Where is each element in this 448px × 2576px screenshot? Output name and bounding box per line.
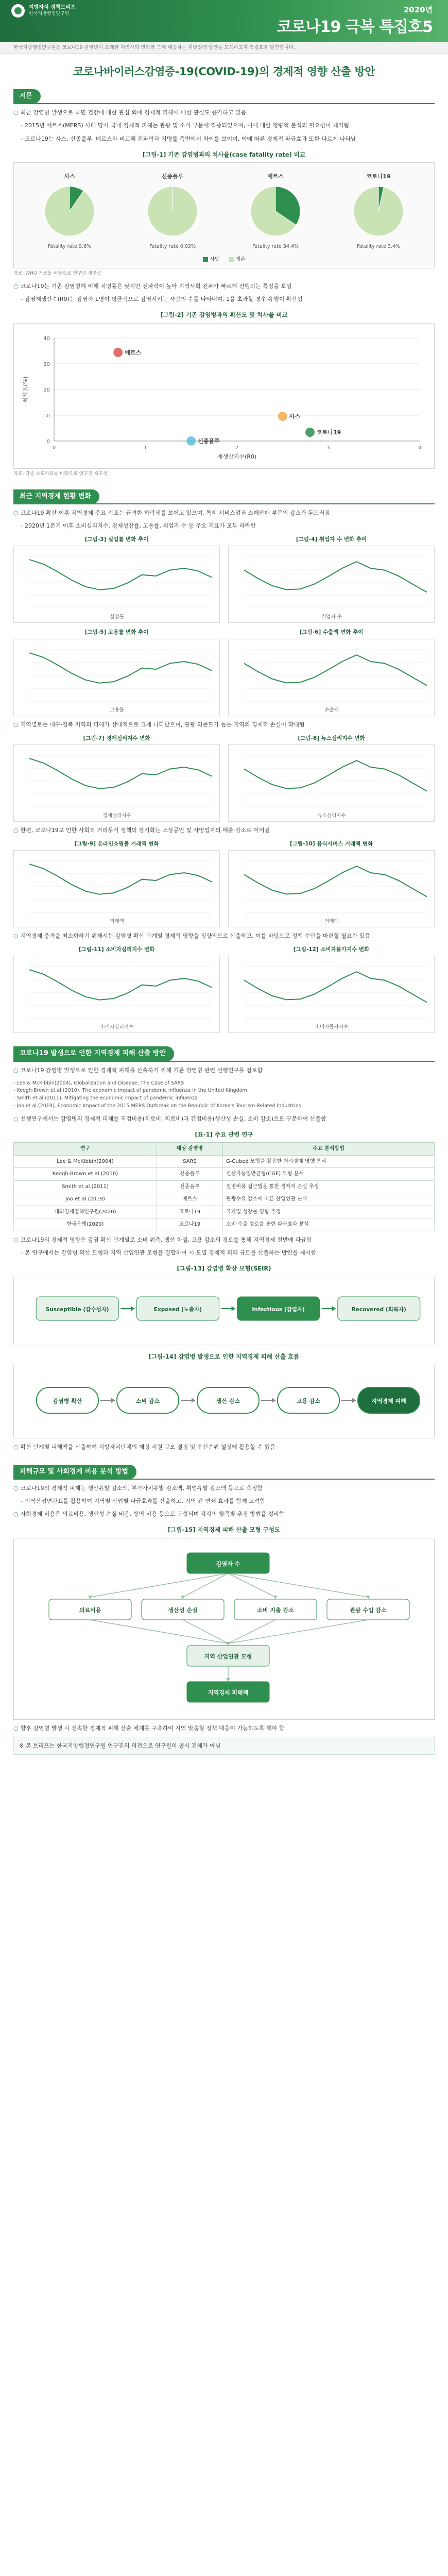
table-cell: 소비·수출 경로를 통한 파급효과 분석 [223,1218,435,1231]
paragraph: 본 연구에서는 감염병 확산 모형과 지역 산업연관 모형을 결합하여 시·도별 경제적 피해 규모를 산출하는 방안을 제시함 [24,1249,316,1256]
scatter-chart [18,328,438,462]
brand-name: 지방자치 정책브리프 [29,5,76,11]
section-method: 코로나19 발생으로 인한 지역경제 피해 산출 방안 ○ 코로나19 감염병 발생으로 인한 경제적 피해를 산출하기 위해 기존 감염병 관련 선행연구를 검토함 - Lee & McKibbin(2004), Globalization and Disease: The Case of SARS - Keogh-Brown et al.(2010), The economic impact of pandemic influenza in the United Kingdom - Smith et al.(2011), Mitigating the economic impact of pandemic influenza - Joo et al.(2019), Economic Impact of the 2015 MERS Outbreak on the Republic of Korea's Tourism-Related Industries ○ 선행연구에서는 감염병의 경제적 피해를 직접비용(치료비, 의료비)과 간접비용(생산성 손실, 소비 감소)으로 구분하여 산출함 [표-1] 주요 관련 연구 연구 대상 감염병 주요 분석방법 Lee & McKibbin(2004) SARS G-Cubed 모형을 활용한 거시경제 영향 분석 Keogh-Brown et al.(2010) 신종플루 연산가능일반균형(CGE) 모형 분석 Smith et al.(2011) 신종플루 질병비용 접근법을 통한 경제적 손실 추정 Joo et al.(2019) 메르스 관광수요 감소에 따른 산업연관 분석 대외경제정책연구원(2020) 코로나19 국가별 성장률 영향 추정 한국은행(2020) 코로나19 소비·수출 경로를 통한 파급효과 분석 ○ 코로나19의 경제적 영향은 감염 확산 단계별로 소비 위축, 생산 차질, 고용 감소의 경로를 통해 지역경제 전반에 파급됨 - 본 연구에서는 감염병 확산 모형과 지역 산업연관 모형을 결합하여 시·도별 경제적 피해 규모를 산출하는 방안을 제시함 [그림-13] 감염병 확산 모형(SEIR) Susceptible (감수성자) Exposed (노출자) Infectious (감염자) Recovered (회복자) [그림-14] 감염병 발생으로 인한 지역경제 피해 산출 흐름 감염병 확산 소비 감소 생산 감소 고용 감소 지역경제 피해 ○ 확산 단계별 피해액을 산출하여 지방자치단체의 재정 지원 규모 결정 및 우선순위 설정에 활용할 수 있음 [13,1046,435,1451]
brand [11,4,75,18]
arrow-head [352,1398,356,1403]
series-line [29,653,212,683]
connector [90,1620,228,1643]
model-diagram [18,1543,438,1713]
model-node-label: 감염자 수 [216,1560,240,1567]
y-tick-label: 0 [46,438,50,445]
line-chart [14,639,219,716]
pie-title: 코로나19 [366,173,391,180]
y-tick-label: 20 [43,387,50,393]
arrow-head [332,1306,336,1311]
mini-chart [228,530,435,623]
paragraph: 2015년 메르스(MERS) 사태 당시 국내 경제적 피해는 관광 및 소비 부문에 집중되었으며, 이에 대한 정량적 분석의 필요성이 제기됨 [24,122,349,129]
x-tick-label: 1 [144,445,147,451]
table-row [14,1193,435,1206]
paragraph: 코로나19의 경제적 피해는 생산유발 감소액, 부가가치유발 감소액, 취업유발 감소액 등으로 측정함 [20,1484,263,1492]
header [0,0,448,42]
pie-chart [23,172,116,251]
paragraph: 확산 단계별 피해액을 산출하여 지방자치단체의 재정 지원 규모 결정 및 우선순위 설정에 활용할 수 있음 [20,1443,275,1450]
arrow-head [273,1596,278,1599]
series-name: 뉴스심리지수 [317,812,346,819]
y-tick-label: 10 [43,413,50,419]
model-node-label: 생산성 손실 [168,1606,198,1614]
brand-org: 한국지방행정연구원 [29,11,70,16]
model-node-label: 관광 수입 감소 [350,1606,387,1614]
paragraph: 향후 감염병 발생 시 신속한 경제적 피해 산출 체계를 구축하여 지역 맞춤형 정책 대응이 가능하도록 해야 함 [20,1724,285,1732]
chart-title: [그림-5] 고용률 변화 추이 [84,629,149,636]
arrow-head [192,1398,195,1403]
chart-title: [그림-8] 뉴스심리지수 변화 [298,735,365,741]
document-title: 코로나바이러스감염증-19(COVID-19)의 경제적 영향 산출 방안 [73,65,375,78]
connector [90,1573,228,1597]
x-tick-label: 3 [326,445,330,451]
paragraph: 지역경제 충격을 최소화하기 위해서는 감염병 확산 단계별 경제적 영향을 정량적으로 산출하고, 이를 바탕으로 정책 수단을 마련할 필요가 있음 [20,933,370,940]
seir-figure [13,1277,435,1345]
scatter-point [278,412,287,421]
table-row [14,1155,435,1168]
series-name: 취업자 수 [321,614,342,620]
pie-caption: Fatality rate 9.6% [47,244,92,250]
table-cell: G-Cubed 모형을 활용한 거시경제 영향 분석 [223,1155,435,1168]
pie-title: 사스 [64,173,75,180]
pie-svg [144,183,201,240]
pie-slice [45,187,94,236]
mini-chart [228,835,435,927]
model-node-label: 지역경제 피해액 [208,1689,249,1696]
series-line [244,972,427,1003]
paragraph: 최근 감염병 발생으로 국민 건강에 대한 관심 외에 경제적 피해에 대한 관심도 증가하고 있음 [20,109,247,116]
flow-node-label: 소비 감소 [135,1397,160,1404]
seir-node-label: Infectious (감염자) [252,1306,305,1313]
figure-title: [그림-14] 감염병 발생으로 인한 지역경제 피해 산출 흐름 [148,1352,300,1360]
figure-title: [그림-15] 지역경제 피해 산출 모형 구성도 [168,1526,280,1534]
pie-svg [41,183,98,240]
mini-chart [13,729,220,822]
paragraph: 감염재생산수(R0)는 감염자 1명이 평균적으로 감염시키는 사람의 수를 나타내며, 1을 초과할 경우 유행이 확산됨 [24,295,303,302]
series-line [29,970,212,1001]
paragraph: 코로나19 감염병 발생으로 인한 경제적 피해를 산출하기 위해 기존 감염병 관련 선행연구를 검토함 [20,1066,263,1074]
footnote: ※ 본 브리프는 한국지방행정연구원 연구진의 의견으로 연구원의 공식 견해가 아님 [19,1742,221,1749]
seir-node-label: Exposed (노출자) [153,1306,202,1313]
series-line [244,655,427,685]
point-label: 신종플루 [198,437,220,445]
mini-chart [228,940,435,1033]
table-cell: Joo et al.(2019) [14,1193,157,1206]
arrow-head [88,1596,92,1599]
flow-node-label: 감염병 확산 [53,1397,82,1404]
seir-node-label: Susceptible (감수성자) [45,1306,109,1313]
arrow-head [232,1306,235,1311]
scatter-figure [13,323,435,469]
pie-svg [350,183,407,240]
reference-list: - Lee & McKibbin(2004), Globalization and Disease: The Case of SARS - Keogh-Brown et al.(2010), The economic impact of pandemic influenza in the United Kingdom - Smith et al.(2011), Mitigating the economic impact of pandemic influenza - Joo et al.(2019), Economic Impact of the 2015 MERS Outbreak on the Republic of Korea's Tourism-Related Industries [13,1080,301,1109]
series-name: 소비자심리지수 [100,1024,134,1030]
paragraph: 사회경제 비용은 의료비용, 생산성 손실 비용, 방역 비용 등으로 구성되며 각각의 항목별 추정 방법을 정리함 [20,1510,285,1517]
line-chart [14,956,219,1032]
pie-title: 메르스 [267,173,284,180]
table-cell: 대외경제정책연구원(2020) [14,1206,157,1218]
line-chart [14,851,219,927]
table-row [14,1180,435,1193]
table-title: [표-1] 주요 관련 연구 [195,1130,253,1138]
table-row [14,1218,435,1231]
table-cell: 신종플루 [157,1168,222,1181]
point-label: 사스 [289,413,301,420]
line-chart [229,639,434,716]
chart-title: [그림-6] 수출액 변화 추이 [299,629,364,636]
series-name: 경제심리지수 [102,812,131,819]
series-line [29,864,212,894]
arrow-head [366,1596,370,1599]
table-cell: 메르스 [157,1193,222,1206]
table-cell: 국가별 성장률 영향 추정 [223,1206,435,1218]
paragraph: 한편, 코로나19로 인한 사회적 거리두기 정책의 장기화는 소상공인 및 자영업자의 매출 감소로 이어짐 [20,826,270,834]
chart-title: [그림-10] 음식서비스 거래액 변화 [289,840,373,847]
section-heading: 서론 [13,89,41,104]
section-cost: 피해규모 및 사회경제 비용 분석 방법 ○ 코로나19의 경제적 피해는 생산유발 감소액, 부가가치유발 감소액, 취업유발 감소액 등으로 측정함 - 지역산업연관표를 활용하여 지역별·산업별 파급효과를 산출하고, 지역 간 연쇄 효과를 함께 고려함 ○ 사회경제 비용은 의료비용, 생산성 손실 비용, 방역 비용 등으로 구성되며 각각의 항목별 추정 방법을 정리함 [그림-15] 지역경제 피해 산출 모형 구성도 감염자 수 의료비용 생산성 손실 소비 지출 감소 관광 수입 감소 지역 산업연관 모형 지역경제 피해액 ○ 향후 감염병 발생 시 신속한 경제적 피해 산출 체계를 구축하여 지역 맞춤형 정책 대응이 가능하도록 해야 함 ※ 본 브리프는 한국지방행정연구원 연구진의 의견으로 연구원의 공식 견해가 아님 [13,1465,435,1755]
mini-chart [13,940,220,1033]
scatter-point [186,436,196,446]
mini-chart [228,623,435,716]
chart-title: [그림-11] 소비자심리지수 변화 [78,946,155,953]
chart-title: [그림-4] 취업자 수 변화 추이 [296,536,367,543]
figure-title: [그림-2] 기존 감염병과의 확산도 및 치사율 비교 [160,311,288,318]
pie-chart [332,172,425,251]
flow-figure [13,1365,435,1438]
arrow-head [111,1398,115,1403]
table-header: 연구 [14,1143,157,1156]
pie-title: 신종플루 [161,173,184,180]
chart-title: [그림-9] 온라인쇼핑몰 거래액 변화 [74,840,159,847]
series-name: 소비자물가지수 [315,1024,349,1030]
y-tick-label: 40 [43,335,50,342]
table-cell: 관광수요 감소에 따른 산업연관 분석 [223,1193,435,1206]
figure-source: 자료: WHO 자료를 바탕으로 연구진 재구성 [13,270,101,276]
paragraph: 코로나19는 사스, 신종플루, 메르스와 비교해 전파력과 치명률 측면에서 차이를 보이며, 이에 따른 경제적 파급효과 또한 다르게 나타남 [24,135,356,142]
y-tick-label: 30 [43,361,50,367]
flow-node-label: 지역경제 피해 [371,1397,406,1404]
series-name: 수출액 [324,707,339,713]
paragraph: 선행연구에서는 감염병의 경제적 피해를 직접비용(치료비, 의료비)과 간접비용(생산성 손실, 소비 감소)으로 구분하여 산출함 [20,1115,326,1122]
table-cell: Keogh-Brown et al.(2010) [14,1168,157,1181]
model-node-label: 의료비용 [79,1606,101,1614]
x-tick-label: 4 [418,445,422,451]
section-heading: 코로나19 발생으로 인한 지역경제 피해 산출 방안 [13,1046,174,1061]
table-header: 주요 분석방법 [223,1143,435,1156]
x-axis-label: 재생산지수(R0) [217,453,257,460]
arrow-head [181,1596,185,1599]
figure-source: 자료: 각종 보도자료를 바탕으로 연구진 재구성 [13,471,108,477]
series-line [244,866,427,896]
series-name: 거래액 [324,919,339,925]
arrow-head [272,1398,275,1403]
series-name: 고용률 [110,707,124,713]
arrow-head [131,1306,134,1311]
line-chart [14,546,219,622]
table-header: 대상 감염병 [157,1143,222,1156]
issue-title: 코로나19 극복 특집호5 [277,18,433,36]
pie-figure [13,162,435,268]
mini-chart [13,623,220,716]
pie-caption: Fatality rate 3.4% [356,244,401,250]
paragraph: 코로나19는 기존 감염병에 비해 치명률은 낮지만 전파력이 높아 지역사회 전파가 빠르게 진행되는 특징을 보임 [20,282,292,290]
connector [228,1573,275,1597]
flow-node-label: 고용 감소 [296,1397,321,1404]
scatter-point [305,428,315,437]
chart-title: [그림-12] 소비자물가지수 변화 [293,946,370,953]
pie-caption: Fatality rate 0.02% [149,244,196,250]
pie-slice [354,187,403,236]
figure-title: [그림-1] 기존 감염병과의 치사율(case fatality rate) 비교 [142,150,306,158]
pie-caption: Fatality rate 34.4% [252,244,299,250]
point-label: 코로나19 [317,429,341,436]
scatter-point [113,348,123,357]
section-heading: 최근 지역경제 현황 변화 [13,489,99,504]
line-chart [229,546,434,622]
series-line [29,758,212,789]
line-chart [229,956,434,1032]
legend-label: 사망 [210,257,219,263]
table-cell: 코로나19 [157,1218,222,1231]
reference-item: Keogh-Brown et al.(2010), The economic impact of pandemic influenza in the United Kingdom [16,1088,247,1094]
reference-item: Joo et al.(2019), Economic Impact of the 2015 MERS Outbreak on the Republic of Korea's Tourism-Related Industries [16,1103,301,1109]
series-line [244,760,427,791]
footnote-box [13,1737,435,1755]
section-heading: 피해규모 및 사회경제 비용 분석 방법 [13,1465,136,1479]
seir-diagram [18,1281,438,1338]
paragraph: 지역산업연관표를 활용하여 지역별·산업별 파급효과를 산출하고, 지역 간 연쇄 효과를 함께 고려함 [24,1497,265,1504]
series-name: 실업률 [110,614,124,620]
model-node-label: 소비 지출 감소 [257,1606,294,1614]
mini-chart [13,530,220,623]
series-line [244,562,427,592]
seir-node-label: Recovered (회복자) [351,1306,406,1313]
table-row [14,1168,435,1181]
arrow-head [226,1642,230,1646]
y-axis-label: 치사율(%) [22,376,29,403]
arrow-head [226,1678,230,1682]
reference-item: Smith et al.(2011), Mitigating the economic impact of pandemic influenza [16,1095,198,1101]
connector [228,1620,368,1643]
paragraph: 지역별로는 대구·경북 지역의 피해가 상대적으로 크게 나타났으며, 관광 의존도가 높은 지역의 경제적 손실이 확대됨 [20,721,305,728]
line-chart [229,851,434,927]
table-cell: 한국은행(2020) [14,1218,157,1231]
brand-logo-icon [11,4,25,18]
pie-legend [18,256,430,264]
pie-svg [247,183,304,240]
table-cell: 연산가능일반균형(CGE) 모형 분석 [223,1168,435,1181]
chart-title: [그림-3] 실업률 변화 추이 [84,536,149,543]
table-cell: Lee & McKibbin(2004) [14,1155,157,1168]
chart-title: [그림-7] 경제심리지수 변화 [83,735,150,741]
series-name: 거래액 [110,919,124,925]
reference-item: Lee & McKibbin(2004), Globalization and Disease: The Case of SARS [16,1080,184,1086]
table-cell: Smith et al.(2011) [14,1180,157,1193]
legend-label: 생존 [236,257,246,263]
model-figure [13,1538,435,1720]
x-tick-label: 2 [235,445,239,451]
connector [228,1620,275,1643]
issue-year: 2020년 [403,5,433,14]
line-chart [14,745,219,821]
pie-chart [126,172,219,251]
x-tick-label: 0 [52,445,56,451]
pie-slice [148,187,197,236]
paragraph: 코로나19 확산 이후 지역경제 주요 지표는 급격한 하락세를 보이고 있으며, 특히 서비스업과 소매판매 부문의 감소가 두드러짐 [20,509,330,516]
mini-chart [13,835,220,927]
studies-table [13,1142,435,1231]
figure-title: [그림-13] 감염병 확산 모형(SEIR) [177,1264,271,1272]
line-chart [229,745,434,821]
pie-chart [229,172,322,251]
paragraph: 코로나19의 경제적 영향은 감염 확산 단계별로 소비 위축, 생산 차질, 고용 감소의 경로를 통해 지역경제 전반에 파급됨 [20,1236,312,1243]
paragraph: 2020년 1분기 이후 소비심리지수, 경제성장률, 고용률, 취업자 수 등 주요 지표가 모두 하락함 [24,522,256,529]
connector [228,1573,368,1597]
point-label: 메르스 [125,349,142,356]
mini-chart [228,729,435,822]
section-intro: 서론 ○ 최근 감염병 발생으로 국민 건강에 대한 관심 외에 경제적 피해에 대한 관심도 증가하고 있음 - 2015년 메르스(MERS) 사태 당시 국내 경제적 피해는 관광 및 소비 부문에 집중되었으며, 이에 대한 정량적 분석의 필요성이 제기됨 - 코로나19는 사스, 신종플루, 메르스와 비교해 전파력과 치명률 측면에서 차이를 보이며, 이에 따른 경제적 파급효과 또한 다르게 나타남 [그림-1] 기존 감염병과의 치사율(case fatality rate) 비교 사스 Fatality rate 9.6% 신종플루 Fatality rate 0.02% 메르스 Fatality rate 34.4% 코로나19 Fatality rate 3.4% 사망 생존 자료: WHO 자료를 바탕으로 연구진 재구성 ○ 코로나19는 기존 감염병에 비해 치명률은 낮지만 전파력이 높아 지역사회 전파가 빠르게 진행되는 특징을 보임 - 감염재생산수(R0)는 감염자 1명이 평균적으로 감염시키는 사람의 수를 나타내며, 1을 초과할 경우 유행이 확산됨 [그림-2] 기존 감염병과의 확산도 및 치사율 비교 0 10 20 30 40 0 1 2 3 4 재생산지수(R0) 치사율(%) 메르스 사스 신종플루 코로나19 자료: 각종 보도자료를 바탕으로 연구진 재구성 [13,89,435,478]
table-cell: SARS [157,1155,222,1168]
flow-node-label: 생산 감소 [216,1397,240,1404]
table-row [14,1206,435,1218]
table-cell: 코로나19 [157,1206,222,1218]
intro-strip: 한국지방행정연구원은 코로나19 감염병이 초래한 지역사회 변화와 그에 대응하는 지방정책 방안을 모색하고자 특집호를 발간합니다. [0,42,448,54]
series-line [29,560,212,590]
table-cell: 질병비용 접근법을 통한 경제적 손실 추정 [223,1180,435,1193]
model-node-label: 지역 산업연관 모형 [204,1653,252,1660]
flow-diagram [18,1369,438,1431]
table-cell: 신종플루 [157,1180,222,1193]
section-economy: 최근 지역경제 현황 변화 ○ 코로나19 확산 이후 지역경제 주요 지표는 급격한 하락세를 보이고 있으며, 특히 서비스업과 소매판매 부문의 감소가 두드러짐 - 2020년 1분기 이후 소비심리지수, 경제성장률, 고용률, 취업자 수 등 주요 지표가 모두 하락함 [그림-3] 실업률 변화 추이 실업률 [그림-4] 취업자 수 변화 추이 취업자 수 [그림-5] 고용률 변화 추이 고용률 [그림-6] 수출액 변화 추이 수출액 ○ 지역별로는 대구·경북 지역의 피해가 상대적으로 크게 나타났으며, 관광 의존도가 높은 지역의 경제적 손실이 확대됨 [그림-7] 경제심리지수 변화 경제심리지수 [그림-8] 뉴스심리지수 변화 뉴스심리지수 ○ 한편, 코로나19로 인한 사회적 거리두기 정책의 장기화는 소상공인 및 자영업자의 매출 감소로 이어짐 [그림-9] 온라인쇼핑몰 거래액 변화 거래액 [그림-10] 음식서비스 거래액 변화 거래액 ○ 지역경제 충격을 최소화하기 위해서는 감염병 확산 단계별 경제적 영향을 정량적으로 산출하고, 이를 바탕으로 정책 수단을 마련할 필요가 있음 [그림-11] 소비자심리지수 변화 소비자심리지수 [그림-12] 소비자물가지수 변화 소비자물가지수 [13,489,435,1033]
